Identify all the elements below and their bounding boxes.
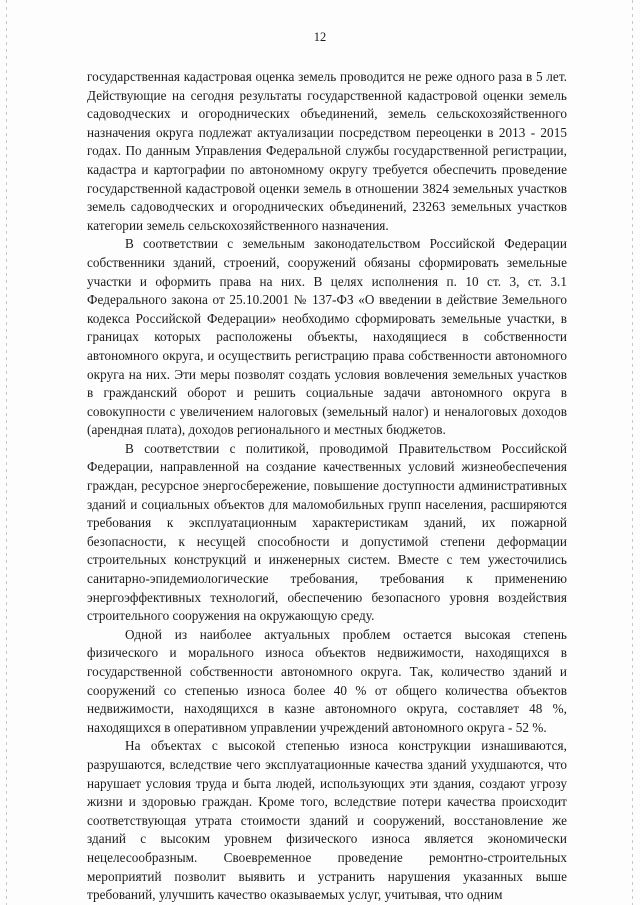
paragraph-continuation: государственная кадастровая оценка земель проводится не реже одного раза в 5 лет. Действующие на сегодня результаты государственной кадастровой оценки земель садоводческих и огороднических объединений, земель сельскохозяйственного назначения округа подлежат актуализации посредством переоценки в 2013 - 2015 годах. По данным Управления Федеральной службы государственной регистрации, кадастра и картографии по автономному округу требуется обеспечить проведение государственной кадастровой оценки земель в отношении 3824 земельных участков земель садоводческих и огороднических объединений, 23263 земельных участков категории земель сельскохозяйственного назначения.: [87, 69, 567, 233]
paragraph-government-policy: В соответствии с политикой, проводимой Правительством Российской Федерации, направленной на создание качественных условий жизнеобеспечения граждан, ресурсное энергосбережение, повышение доступности административных зданий и социальных объектов для маломобильных групп населения, расширяются требования к эксплуатационным характеристикам зданий, их пожарной безопасности, к несущей способности и допустимой степени деформации строительных конструкций и инженерных систем. Вместе с тем ужесточились санитарно-эпидемиологические требования, требования к применению энергоэффективных технологий, обеспечению безопасного уровня воздействия строительного сооружения на окружающую среду.: [87, 440, 567, 624]
document-body: [87, 68, 567, 905]
paragraph-depreciation-problem: Одной из наиболее актуальных проблем остается высокая степень физического и морального износа объектов недвижимости, находящихся в государственной собственности автономного округа. Так, количество зданий и сооружений со степенью износа более 40 % от общего количества объектов недвижимости, находящихся в казне автономного округа, составляет 48 %, находящихся в оперативном управлении учреждений автономного округа - 52 %.: [87, 626, 567, 735]
paragraph-high-wear-objects: На объектах с высокой степенью износа конструкции изнашиваются, разрушаются, вследствие чего эксплуатационные качества зданий ухудшаются, что нарушает условия труда и быта людей, использующих эти здания, создают угрозу жизни и здоровью граждан. Кроме того, вследствие потери качества происходит соответствующая утрата стоимости зданий и сооружений, восстановление же зданий с высоким уровнем физического износа является экономически нецелесообразным. Своевременное проведение ремонтно-строительных мероприятий позволит выявить и устранить нарушения указанных выше требований, улучшить качество оказываемых услуг, учитывая, что одним: [87, 738, 567, 903]
page-number: 12: [313, 30, 327, 44]
scan-edge-left: [6, 0, 7, 905]
scan-edge-right: [632, 0, 633, 905]
paragraph-land-legislation: В соответствии с земельным законодательством Российской Федерации собственники зданий, строений, сооружений обязаны сформировать земельные участки и оформить права на них. В целях исполнения п. 10 ст. 3, ст. 3.1 Федерального закона от 25.10.2001 № 137-ФЗ «О введении в действие Земельного кодекса Российской Федерации» необходимо сформировать земельные участки, в границах которых расположены объекты, находящиеся в собственности автономного округа, и осуществить регистрацию права собственности автономного округа на них. Эти меры позволят создать условия вовлечения земельных участков в гражданский оборот и решить социальные задачи автономного округа в совокупности с увеличением налоговых (земельный налог) и неналоговых доходов (арендная плата), доходов регионального и местных бюджетов.: [87, 236, 567, 438]
